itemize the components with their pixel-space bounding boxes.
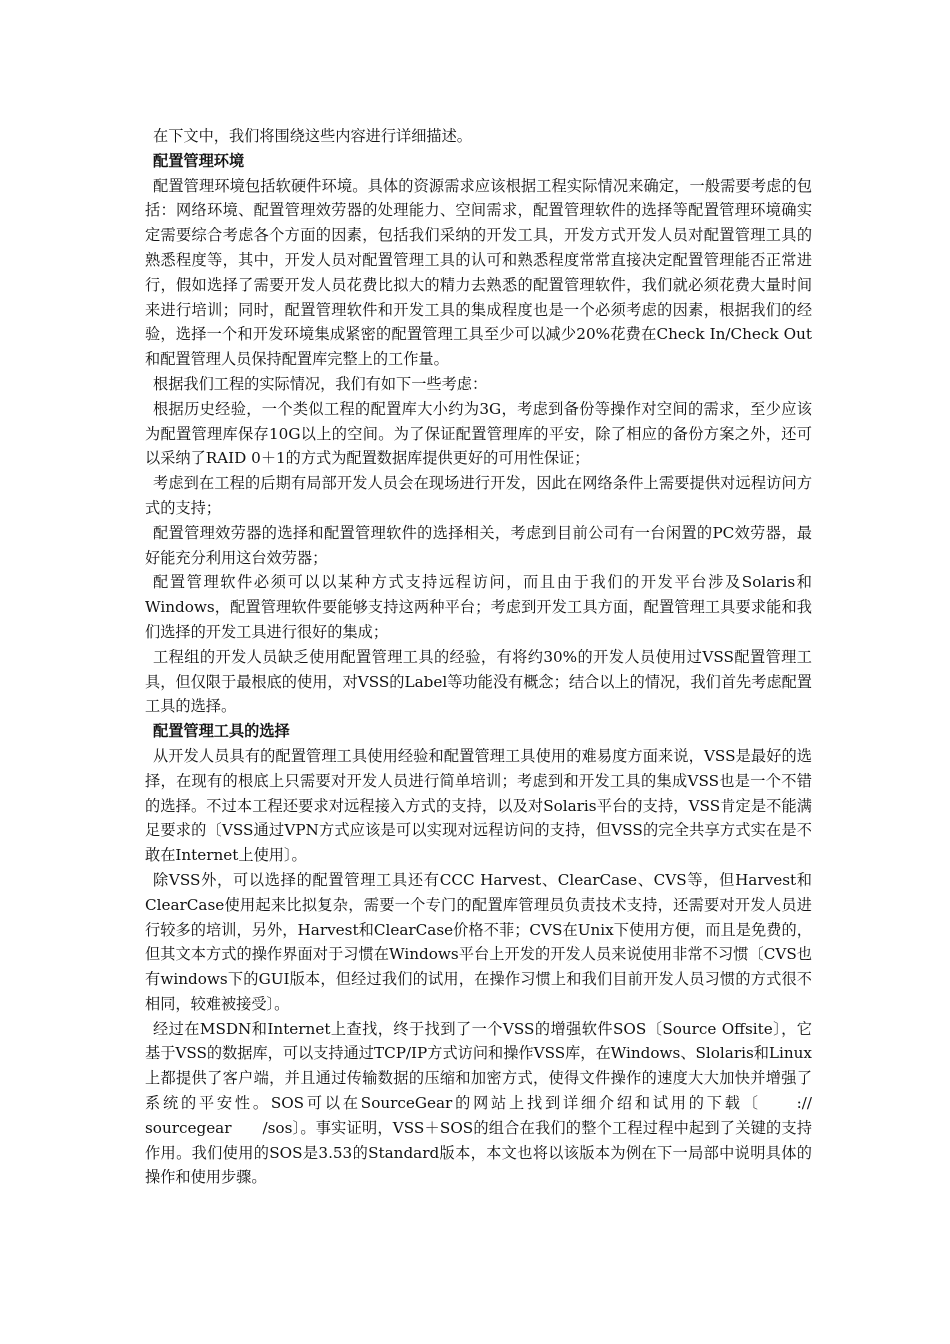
section-heading-tool-selection: 配置管理工具的选择 bbox=[153, 722, 290, 741]
paragraph-alternatives: 除VSS外，可以选择的配置管理工具还有CCC Harvest、ClearCase、CVS等，但Harvest和ClearCase使用起来比拟复杂，需要一个专门的配置库管理员负责技术支持，还需要对开发人员进行较多的培训，另外，Harvest和ClearCase价格不菲；CVS在Unix下使用方便，而且是免费的，但其文本方式的操作界面对于习惯在Windows平台上开发的开发人员来说使用非常不习惯〔CVS也有windows下的GUI版本，但经过我们的试用，在操作习惯上和我们目前开发人员习惯的方式很不相同，较难被接受〕。 bbox=[145, 870, 812, 1013]
paragraph-server: 配置管理效劳器的选择和配置管理软件的选择相关，考虑到目前公司有一台闲置的PC效劳器，最好能充分利用这台效劳器； bbox=[145, 523, 812, 567]
paragraph-sos: 经过在MSDN和Internet上查找，终于找到了一个VSS的增强软件SOS〔Source Offsite〕，它基于VSS的数据库，可以支持通过TCP/IP方式访问和操作VSS库，在Windows、Slolaris和Linux上都提供了客户端，并且通过传输数据的压缩和加密方式，使得文件操作的速度大大加快并增强了系统的平安性。SOS可以在SourceGear的网站上找到详细介绍和试用的下载〔 :// sourcegear /sos〕。事实证明，VSS＋SOS的组合在我们的整个工程过程中起到了关键的支持作用。我们使用的SOS是3.53的Standard版本，本文也将以该版本为例在下一局部中说明具体的操作和使用步骤。 bbox=[145, 1019, 843, 1187]
paragraph-experience: 工程组的开发人员缺乏使用配置管理工具的经验，有将约30%的开发人员使用过VSS配置管理工具，但仅限于最根底的使用，对VSS的Label等功能没有概念；结合以上的情况，我们首先考虑配置工具的选择。 bbox=[145, 647, 812, 716]
paragraph-considerations-intro: 根据我们工程的实际情况，我们有如下一些考虑： bbox=[153, 374, 488, 393]
paragraph-vss: 从开发人员具有的配置管理工具使用经验和配置管理工具使用的难易度方面来说，VSS是最好的选择，在现有的根底上只需要对开发人员进行简单培训；考虑到和开发工具的集成VSS也是一个不错的选择。不过本工程还要求对远程接入方式的支持，以及对Solaris平台的支持，VSS肯定是不能满足要求的〔VSS通过VPN方式应该是可以实现对远程访问的支持，但VSS的完全共享方式实在是不敢在Internet上使用〕。 bbox=[145, 746, 812, 865]
paragraph-intro: 在下文中，我们将围绕这些内容进行详细描述。 bbox=[153, 127, 472, 145]
document-body bbox=[145, 124, 843, 1190]
paragraph-environment: 配置管理环境包括软硬件环境。具体的资源需求应该根据工程实际情况来确定，一般需要考虑的包括：网络环境、配置管理效劳器的处理能力、空间需求，配置管理软件的选择等配置管理环境确实定需要综合考虑各个方面的因素，包括我们采纳的开发工具，开发方式开发人员对配置管理工具的熟悉程度等，其中，开发人员对配置管理工具的认可和熟悉程度常常直接决定配置管理能否正常进行，假如选择了需要开发人员花费比拟大的精力去熟悉的配置管理软件，我们就必须花费大量时间来进行培训；同时，配置管理软件和开发工具的集成程度也是一个必须考虑的因素，根据我们的经验，选择一个和开发环境集成紧密的配置管理工具至少可以减少20%花费在Check In/Check Out和配置管理人员保持配置库完整上的工作量。 bbox=[145, 176, 812, 369]
paragraph-storage: 根据历史经验，一个类似工程的配置库大小约为3G，考虑到备份等操作对空间的需求，至少应该为配置管理库保存10G以上的空间。为了保证配置管理库的平安，除了相应的备份方案之外，还可以采纳了RAID 0＋1的方式为配置数据库提供更好的可用性保证； bbox=[145, 399, 812, 468]
paragraph-platform: 配置管理软件必须可以以某种方式支持远程访问，而且由于我们的开发平台涉及Solaris和Windows，配置管理软件要能够支持这两种平台；考虑到开发工具方面，配置管理工具要求能和我们选择的开发工具进行很好的集成； bbox=[145, 573, 812, 641]
paragraph-remote-access: 考虑到在工程的后期有局部开发人员会在现场进行开发，因此在网络条件上需要提供对远程访问方式的支持； bbox=[145, 474, 812, 517]
section-heading-environment: 配置管理环境 bbox=[153, 151, 245, 170]
